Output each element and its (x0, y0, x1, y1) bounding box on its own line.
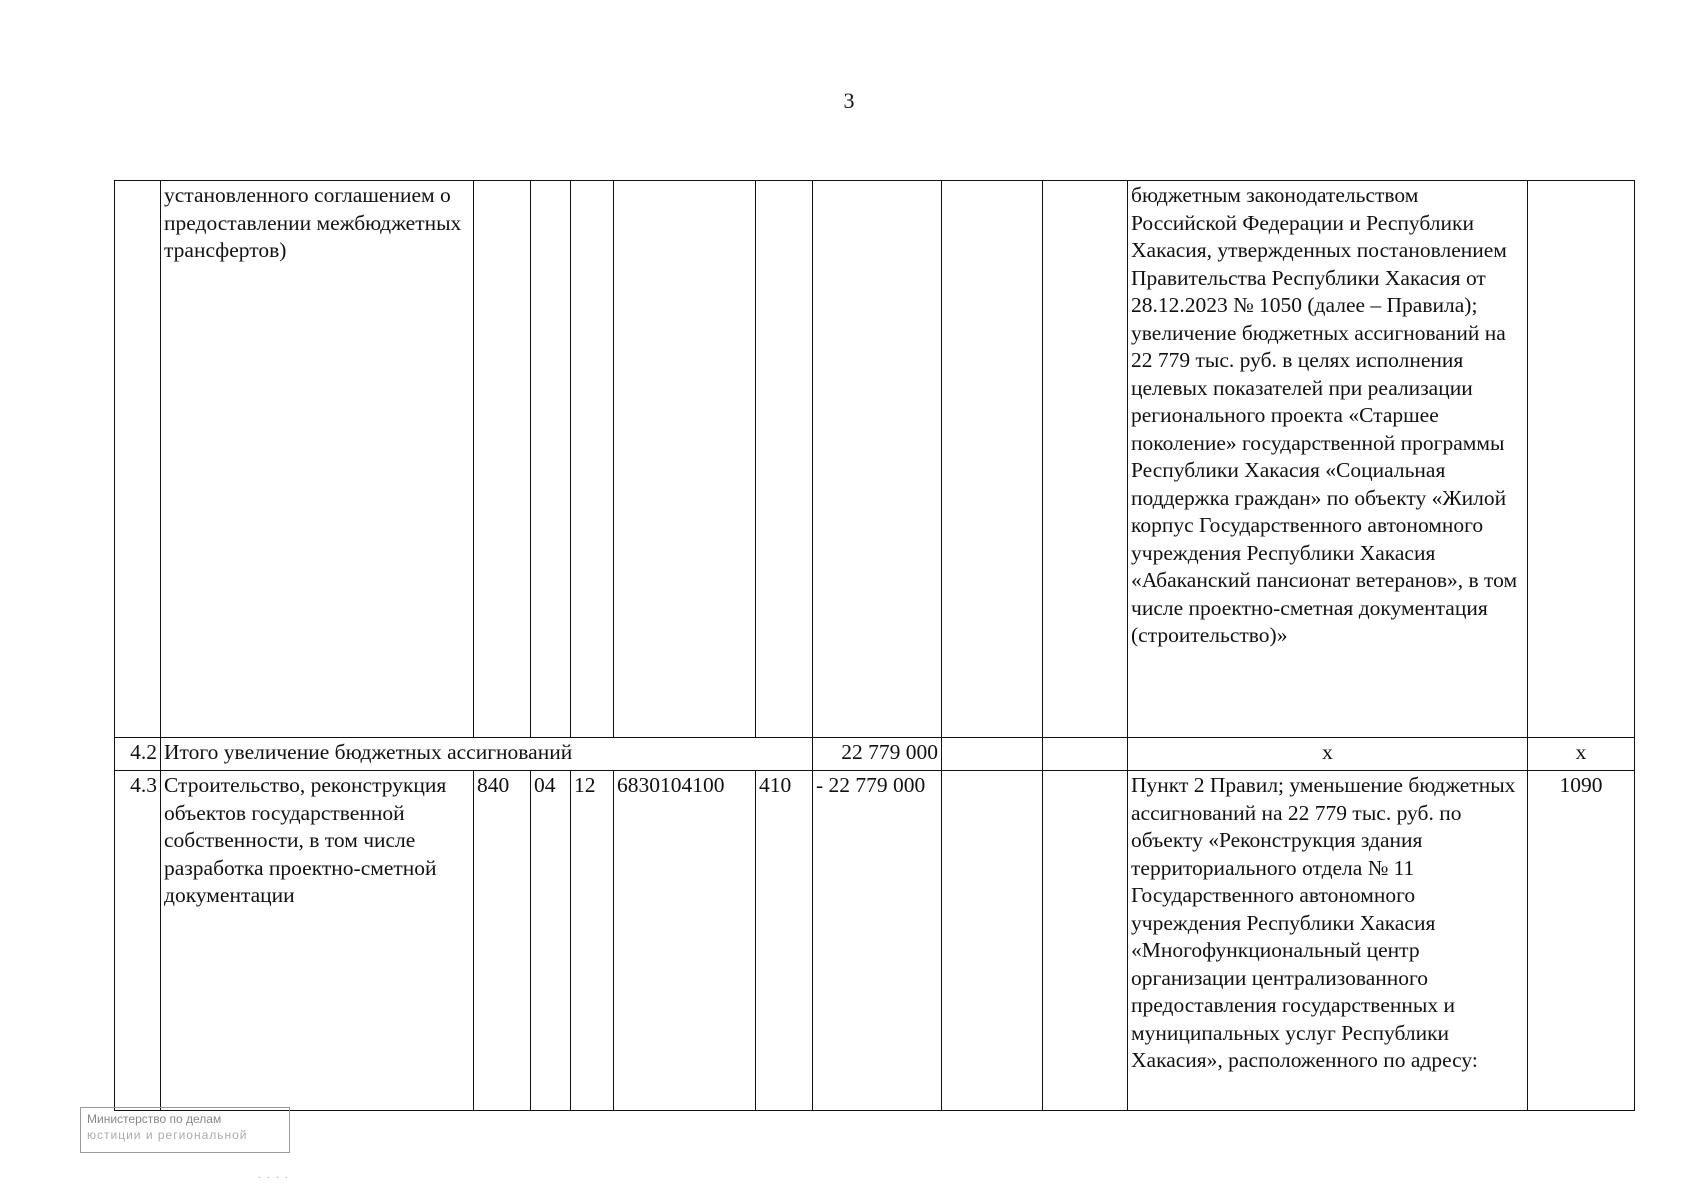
basis-text: бюджетным законодательством Российской Федерации и Республики Хакасия, утвержденных постановлением Правительства Республики Хакасия от 28.12.2023 № 1050 (далее – Правила); увеличение бюджетных ассигнований на 22 779 тыс. руб. в целях исполнения целевых показателей при реализации регионального проекта «Старшее поколение» государственной программы Республики Хакасия «Социальная поддержка граждан» по объекту «Жилой корпус Государственного автономного учреждения Республики Хакасия «Абаканский пансионат ветеранов», в том числе проектно-сметная документация (строительство)» (1128, 181, 1528, 738)
target-article-code (614, 181, 756, 738)
stamp-line: Министерство по делам (87, 1112, 222, 1126)
stamp-line: юстиции и региональной (87, 1128, 248, 1142)
row-number: 4.2 (115, 738, 161, 771)
subsection-code: 12 (571, 771, 614, 1111)
appropriations-table (114, 180, 1635, 1111)
section-code (531, 181, 571, 738)
amount-year-3 (1043, 738, 1128, 771)
row-number: 4.3 (115, 771, 161, 1111)
ministry-stamp (80, 1107, 290, 1153)
amount-year-2 (942, 181, 1043, 738)
classification-code: х (1528, 738, 1635, 771)
amount: - 22 779 000 (813, 771, 942, 1111)
table-row (115, 771, 1635, 1111)
basis-text: Пункт 2 Правил; уменьшение бюджетных ассигнований на 22 779 тыс. руб. по объекту «Реконструкция здания территориального отдела № 11 Государственного автономного учреждения Республики Хакасия «Многофункциональный центр организации централизованного предоставления государственных и муниципальных услуг Республики Хакасия», расположенного по адресу: (1128, 771, 1528, 1111)
stamp-dots: . . . . (258, 1170, 290, 1181)
page-number: 3 (843, 88, 855, 113)
classification-code (1528, 181, 1635, 738)
row-name: Итого увеличение бюджетных ассигнований (161, 738, 813, 771)
amount: 22 779 000 (813, 738, 942, 771)
row-number (115, 181, 161, 738)
amount-year-3 (1043, 771, 1128, 1111)
subsection-code (571, 181, 614, 738)
row-name: Строительство, реконструкция объектов государственной собственности, в том числе разработка проектно-сметной документации (161, 771, 474, 1111)
amount (813, 181, 942, 738)
amount-year-2 (942, 738, 1043, 771)
table-row (115, 181, 1635, 738)
grbs-code: 840 (474, 771, 531, 1111)
classification-code: 1090 (1528, 771, 1635, 1111)
expense-type-code: 410 (756, 771, 813, 1111)
amount-year-2 (942, 771, 1043, 1111)
target-article-code: 6830104100 (614, 771, 756, 1111)
amount-year-3 (1043, 181, 1128, 738)
basis-text: х (1128, 738, 1528, 771)
expense-type-code (756, 181, 813, 738)
grbs-code (474, 181, 531, 738)
row-name: установленного соглашением о предоставлении межбюджетных трансфертов) (161, 181, 474, 738)
section-code: 04 (531, 771, 571, 1111)
table-row (115, 738, 1635, 771)
